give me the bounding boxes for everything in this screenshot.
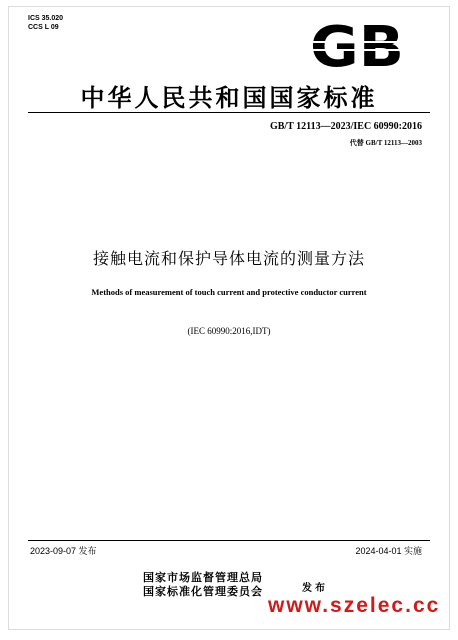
adoption-note: (IEC 60990:2016,IDT) [187,326,271,336]
national-standard-title: 中华人民共和国国家标准 [80,83,378,112]
site-watermark: www.szelec.cc [268,594,441,617]
issuer-samr: 国家市场监督管理总局 [143,571,263,584]
replaces-standard: 代替 GB/T 12113—2003 [349,139,422,147]
chinese-title: 接触电流和保护导体电流的测量方法 [92,249,365,268]
ics-code: ICS 35.020 [28,15,64,22]
english-title: Methods of measurement of touch current and protective conductor current [91,287,367,297]
publish-date: 2023-09-07 发布 [30,546,97,556]
issuer-sac: 国家标准化管理委员会 [143,585,263,598]
classification-codes [28,14,63,32]
gb-logo-text: GB [310,20,404,70]
implementation-date: 2024-04-01 实施 [355,546,422,556]
header-divider [28,112,430,113]
gb-logo [308,20,406,70]
issuing-authorities [143,571,263,599]
issue-label: 发布 [302,583,328,594]
ccs-code: CCS L 09 [28,24,59,31]
footer-divider [28,540,430,541]
standard-number: GB/T 12113—2023/IEC 60990:2016 [269,121,422,132]
